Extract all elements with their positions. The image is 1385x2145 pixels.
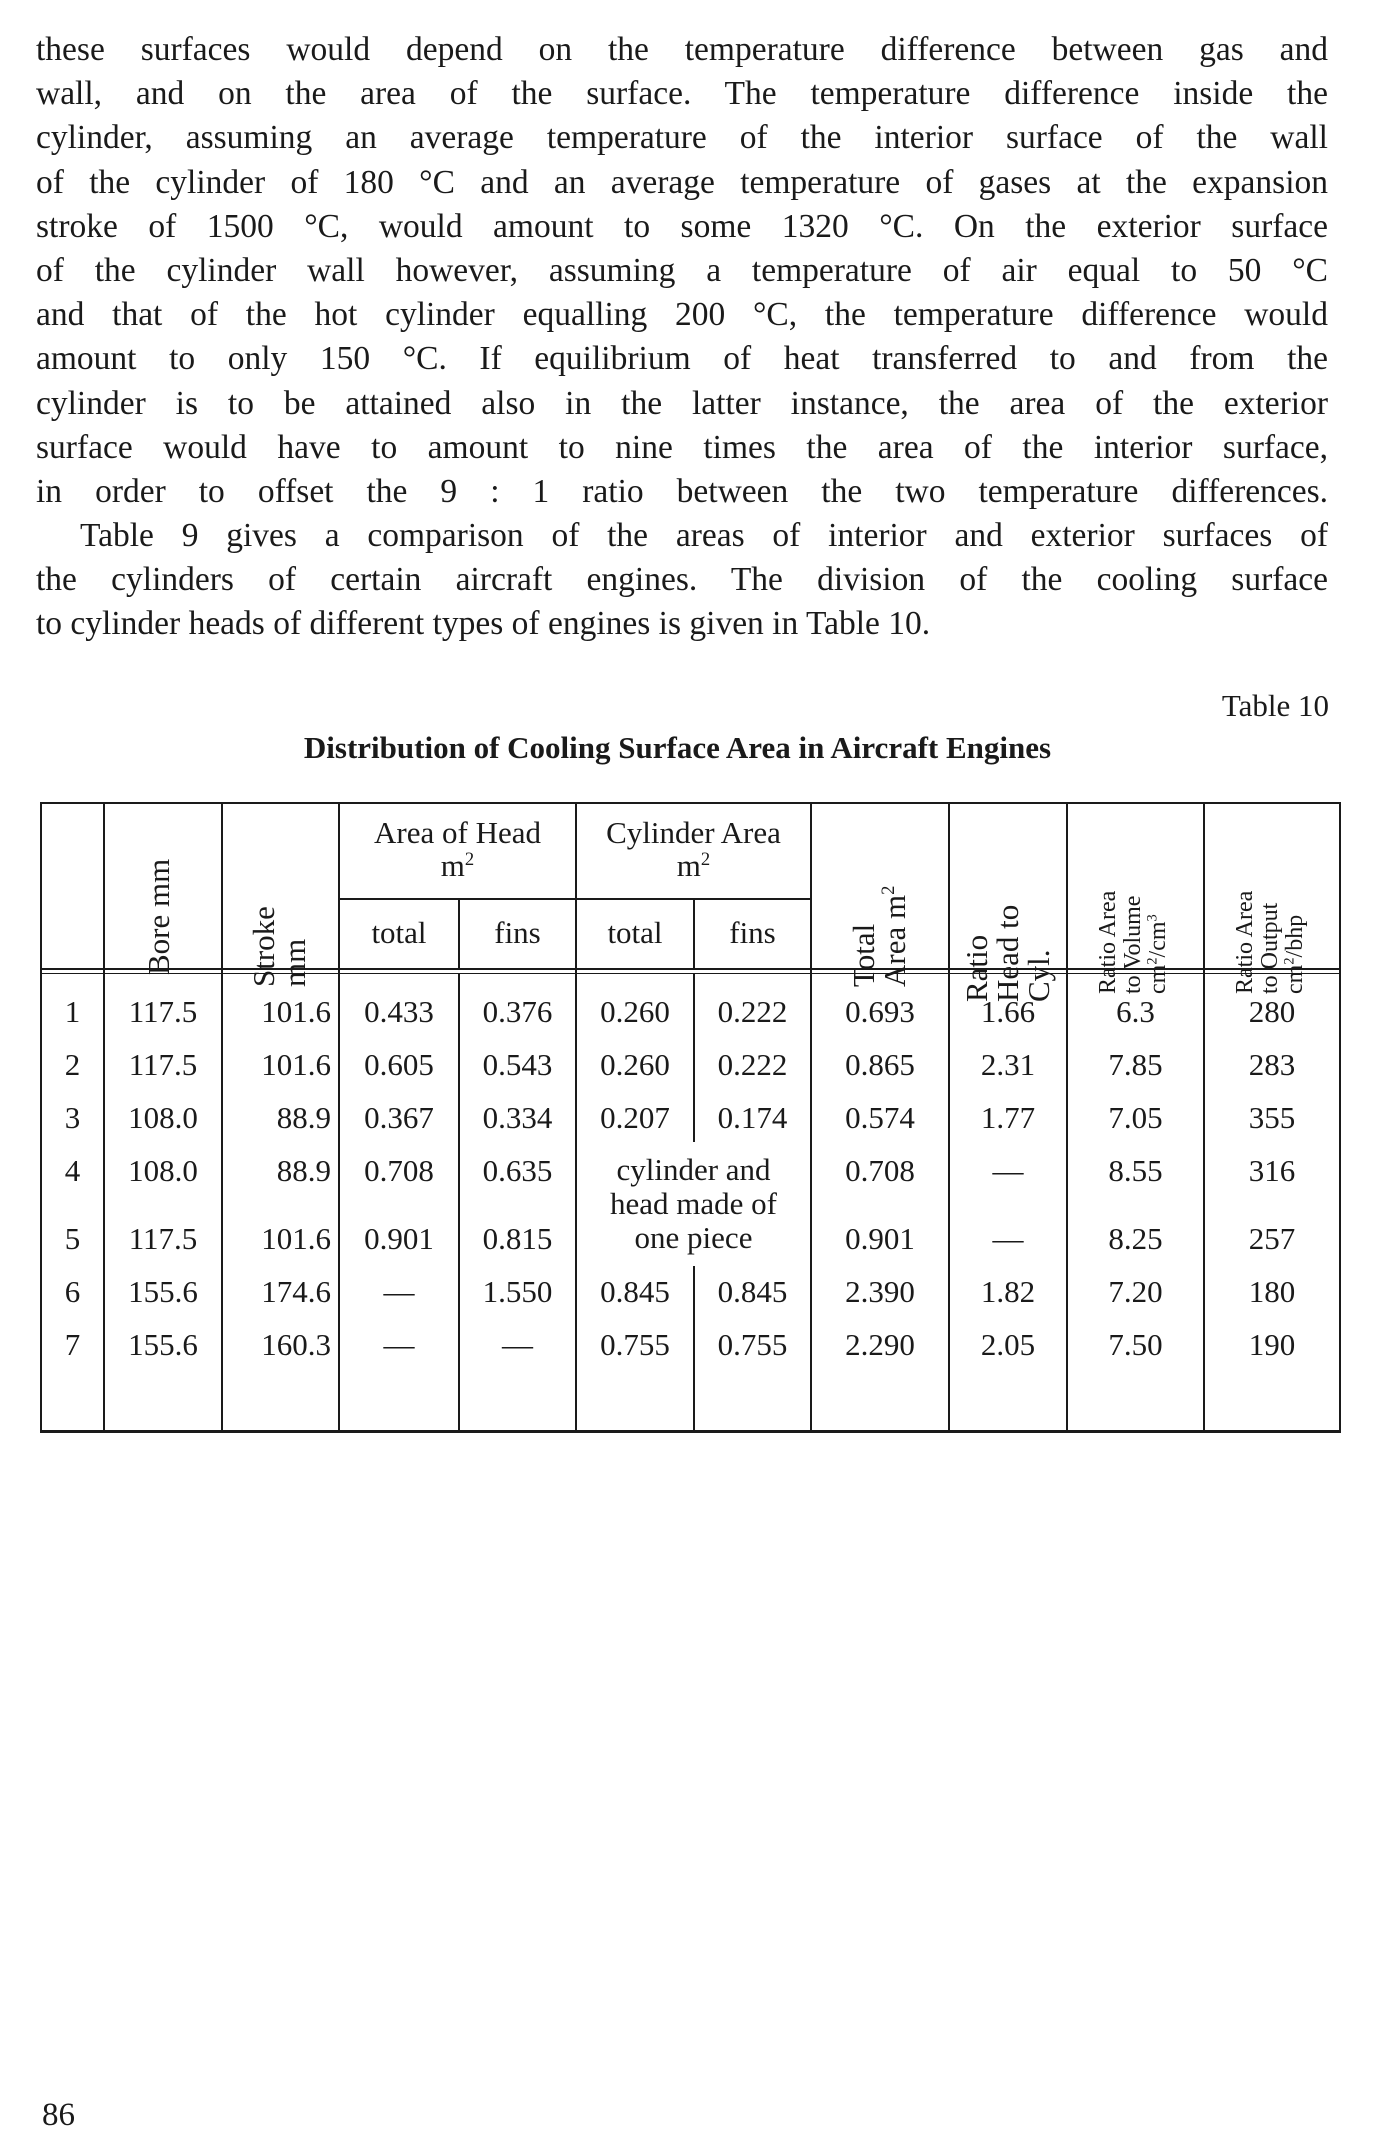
cell-head-total: 0.433 [364,994,434,1029]
cell-ratio-vol: 7.20 [1108,1274,1163,1309]
header-ratio-hc-line2: Head to [990,904,1025,1002]
cell-n: 6 [64,1274,81,1309]
table-right-border [1339,802,1341,1432]
cell-head-fins: 0.334 [482,1100,553,1135]
cell-head-fins: 1.550 [482,1274,553,1309]
superscript: 2 [877,885,899,895]
cell-head-total: — [383,1327,415,1362]
header-cyl-line1: Cylinder Area [606,815,781,850]
cell-bore: 108.0 [128,1153,198,1188]
header-total-area-line2: Area m [877,894,912,987]
superscript: 2 [1281,957,1298,965]
cell-n: 3 [64,1100,81,1135]
cell-stroke: 160.3 [261,1327,331,1362]
header-cyl-line2: m [676,848,701,883]
header-ratio-vol-line3: cm [1145,964,1171,994]
cell-head-total: — [383,1274,415,1309]
cell-stroke: 174.6 [261,1274,331,1309]
header-ratio-vol-line3b: /cm [1145,921,1171,958]
header-total-area-line1: Total [846,923,881,987]
cell-total-area: 2.390 [845,1274,915,1309]
text-line: Table 9 gives a comparison of the areas of interior and exterior surfaces of [80,517,1328,555]
text-line: these surfaces would depend on the temperature difference between gas and [36,31,1328,68]
cell-n: 4 [64,1153,81,1188]
cell-bore: 117.5 [128,994,198,1029]
cell-ratio-hc: 1.66 [980,994,1036,1029]
body-paragraph [36,28,1328,647]
header-ratio-vol-line2: to Volume [1120,895,1146,994]
superscript: 3 [1144,914,1161,922]
header-ratio-hc-line3: Cyl. [1021,949,1056,1002]
cell-ratio-hc: 1.82 [980,1274,1036,1309]
text-line: the cylinders of certain aircraft engines. The division of the cooling surface [36,561,1328,599]
header-head-fins: fins [494,915,541,950]
text-line: cylinder is to be attained also in the latter instance, the area of the exterior [36,384,1328,422]
table-title: Distribution of Cooling Surface Area in Aircraft Engines [303,730,1052,765]
cell-ratio-vol: 7.85 [1108,1047,1163,1082]
header-ratio-area-output [1233,846,1311,1002]
cell-ratio-out: 316 [1248,1153,1296,1188]
cell-ratio-vol: 6.3 [1116,994,1155,1029]
cell-head-total: 0.708 [364,1153,434,1188]
page-number: 86 [42,2097,75,2133]
header-stroke-line2: mm [277,938,312,987]
text-line: of the cylinder of 180 °C and an average temperature of gases at the expansion [36,163,1328,201]
cell-head-fins: 0.543 [482,1047,553,1082]
cell-ratio-out: 280 [1248,994,1296,1029]
header-head-line2: m [440,848,465,883]
header-cyl-total: total [607,915,663,950]
table-label: Table 10 [1221,688,1329,723]
header-stroke [248,839,312,995]
cell-ratio-out: 283 [1248,1047,1296,1082]
cooling-surface-table [40,802,1341,1432]
cell-stroke: 101.6 [261,994,331,1029]
cell-ratio-hc: — [992,1221,1024,1256]
cell-bore: 108.0 [128,1100,198,1135]
text-line: stroke of 1500 °C, would amount to some 1320 °C. On the exterior surface [36,207,1328,245]
header-head-total: total [371,915,427,950]
cell-n: 7 [64,1327,81,1362]
cell-head-total: 0.901 [364,1221,434,1256]
text-line: surface would have to amount to nine times the area of the interior surface, [36,428,1328,466]
cell-bore: 155.6 [128,1327,198,1362]
cell-cyl-fins: 0.222 [717,994,788,1029]
cell-ratio-out: 190 [1248,1327,1296,1362]
header-cyl-fins: fins [729,915,776,950]
header-cylinder-area [577,816,810,882]
cell-head-fins: 0.815 [482,1221,553,1256]
header-head-line1: Area of Head [374,815,541,850]
cell-bore: 117.5 [128,1221,198,1256]
cell-total-area: 0.708 [845,1153,915,1188]
table-bottom-border [40,1430,1341,1433]
note-line: cylinder and [616,1152,771,1187]
cell-cyl-fins: 0.755 [717,1327,788,1362]
cell-total-area: 0.901 [845,1221,915,1256]
cell-ratio-out: 257 [1248,1221,1296,1256]
text-line: amount to only 150 °C. If equilibrium of heat transferred to and from the [36,340,1328,378]
note-line: one piece [634,1220,753,1255]
cell-ratio-hc: 2.05 [980,1327,1036,1362]
cell-ratio-hc: — [992,1153,1024,1188]
cell-cyl-total: 0.260 [600,1047,670,1082]
header-stroke-line1: Stroke [246,906,281,987]
header-ratio-vol-line1: Ratio Area [1095,890,1121,994]
superscript: 2 [1144,957,1161,965]
header-total-area [848,839,912,995]
cell-n: 5 [64,1221,81,1256]
cell-n: 2 [64,1047,81,1082]
cell-stroke: 101.6 [261,1047,331,1082]
header-ratio-out-line1: Ratio Area [1232,890,1258,994]
header-area-of-head [340,816,575,882]
text-line: cylinder, assuming an average temperature of the interior surface of the wall [36,119,1328,157]
superscript: 2 [700,848,711,870]
cell-cyl-fins: 0.222 [717,1047,788,1082]
cell-cyl-total: 0.845 [600,1274,670,1309]
cell-total-area: 2.290 [845,1327,915,1362]
cell-stroke: 101.6 [261,1221,331,1256]
header-ratio-out-line3b: /bhp [1282,914,1308,958]
header-bore: Bore mm [141,858,176,975]
cell-ratio-hc: 1.77 [980,1100,1036,1135]
cell-head-total: 0.605 [364,1047,434,1082]
text-line: wall, and on the area of the surface. The temperature difference inside the [36,75,1328,113]
cell-total-area: 0.693 [845,994,915,1029]
text-line: to cylinder heads of different types of engines is given in Table 10. [36,605,931,643]
table-top-border [40,802,1341,804]
cell-head-total: 0.367 [364,1100,434,1135]
cell-bore: 117.5 [128,1047,198,1082]
cell-stroke: 88.9 [276,1100,331,1135]
cell-ratio-vol: 7.05 [1108,1100,1163,1135]
cell-head-fins: — [502,1327,533,1362]
superscript: 2 [464,848,475,870]
cell-cyl-total: 0.260 [600,994,670,1029]
note-line: head made of [610,1186,777,1221]
cell-bore: 155.6 [128,1274,198,1309]
cell-head-fins: 0.635 [482,1153,553,1188]
cell-total-area: 0.574 [845,1100,915,1135]
cell-ratio-hc: 2.31 [980,1047,1036,1082]
cell-head-fins: 0.376 [482,994,553,1029]
cell-total-area: 0.865 [845,1047,915,1082]
header-ratio-hc-line1: Ratio [959,934,994,1002]
cell-ratio-vol: 7.50 [1108,1327,1163,1362]
cell-ratio-vol: 8.25 [1108,1221,1163,1256]
header-ratio-out-line3: cm [1282,964,1308,994]
header-ratio-out-line2: to Output [1257,902,1283,994]
cell-cyl-fins: 0.174 [717,1100,788,1135]
header-ratio-head-cyl [961,854,1055,1010]
cell-ratio-out: 355 [1248,1100,1296,1135]
cell-cyl-total: 0.207 [600,1100,670,1135]
text-line: and that of the hot cylinder equalling 200 °C, the temperature difference would [36,296,1328,334]
text-line: in order to offset the 9 : 1 ratio between the two temperature differences. [36,472,1328,510]
cell-ratio-out: 180 [1248,1274,1296,1309]
cell-cyl-total: 0.755 [600,1327,670,1362]
cell-ratio-vol: 8.55 [1108,1153,1163,1188]
cell-cyl-fins: 0.845 [717,1274,788,1309]
cell-stroke: 88.9 [276,1153,331,1188]
merged-note-one-piece [577,1153,810,1255]
header-ratio-area-volume [1096,846,1174,1002]
cell-n: 1 [64,994,81,1029]
text-line: of the cylinder wall however, assuming a temperature of air equal to 50 °C [36,251,1328,289]
